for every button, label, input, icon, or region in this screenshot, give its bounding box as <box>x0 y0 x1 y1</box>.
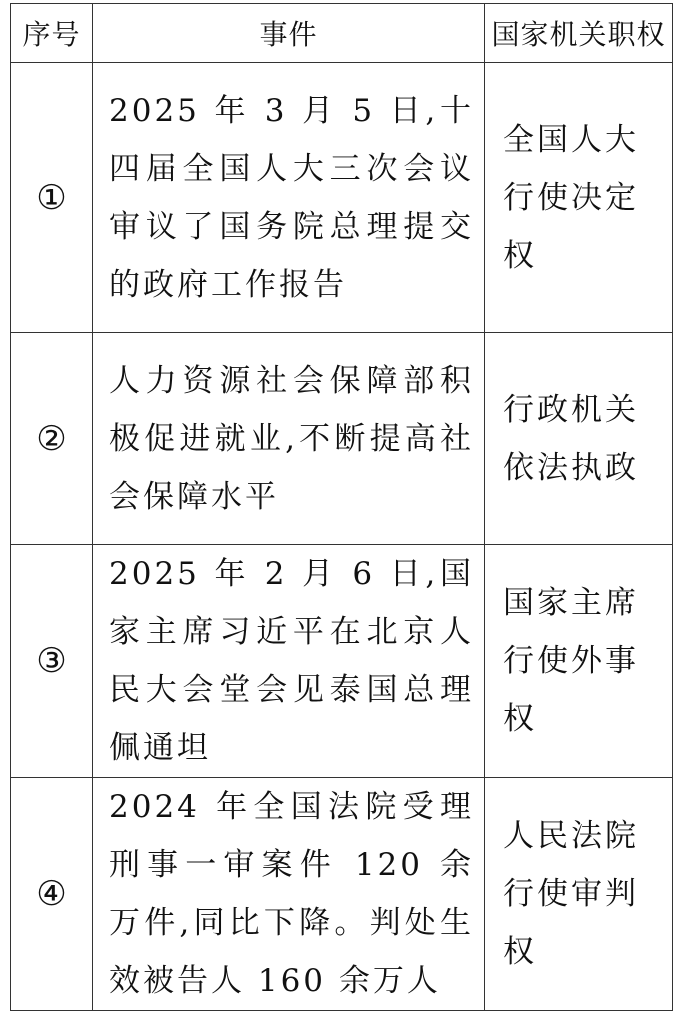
header-row <box>11 4 673 63</box>
row-event: 2025 年 3 月 5 日,十四届全国人大三次会议审议了国务院总理提交的政府工作报告 <box>93 63 485 333</box>
row-event: 2025 年 2 月 6 日,国家主席习近平在北京人民大会堂会见泰国总理佩通坦 <box>93 545 485 778</box>
table-row <box>11 545 673 778</box>
row-power: 全国人大行使决定权 <box>485 63 673 333</box>
header-event: 事件 <box>93 4 485 63</box>
table-row <box>11 63 673 333</box>
row-power: 行政机关依法执政 <box>485 333 673 545</box>
row-index: ③ <box>11 545 93 778</box>
row-index: ② <box>11 333 93 545</box>
row-power: 人民法院行使审判权 <box>485 778 673 1011</box>
table-row <box>11 778 673 1011</box>
row-index: ④ <box>11 778 93 1011</box>
row-index: ① <box>11 63 93 333</box>
table-row <box>11 333 673 545</box>
events-table <box>10 3 673 1011</box>
header-power: 国家机关职权 <box>485 4 673 63</box>
row-event: 人力资源社会保障部积极促进就业,不断提高社会保障水平 <box>93 333 485 545</box>
header-index: 序号 <box>11 4 93 63</box>
row-event: 2024 年全国法院受理刑事一审案件 120 余万件,同比下降。判处生效被告人 160 余万人 <box>93 778 485 1011</box>
row-power: 国家主席行使外事权 <box>485 545 673 778</box>
